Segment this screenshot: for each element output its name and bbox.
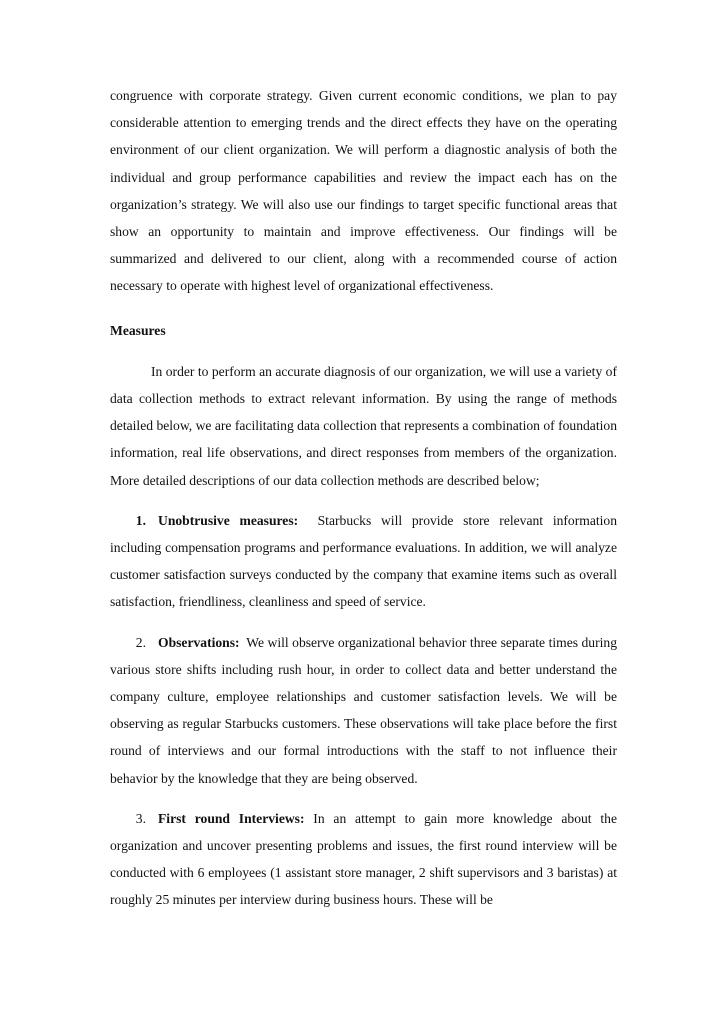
list-item-unobtrusive-measures [110,507,617,616]
list-item-title: First round Interviews: [158,810,305,826]
list-item-number: 1. [135,512,146,528]
list-item-number: 3. [135,810,146,826]
paragraph-measures-intro: In order to perform an accurate diagnosis of our organization, we will use a variety of data collection methods to extract relevant information. By using the range of methods detailed below, we are facilitating data collection that represents a combination of foundation information, real life observations, and direct responses from members of the organization. More detailed descriptions of our data collection methods are described below; [110,363,617,488]
list-item-title: Observations: [158,634,240,650]
document-page [110,82,617,927]
list-item-title: Unobtrusive measures: [158,512,299,528]
section-heading-measures: Measures [110,322,166,338]
list-item-observations [110,629,617,792]
list-item-number: 2. [135,634,146,650]
list-item-text: In an attempt to gain more knowledge about the organization and uncover presenting problems and issues, the first round interview will be conducted with 6 employees (1 assistant store manager, 2 shift supervisors and 3 baristas) at roughly 25 minutes per interview during business hours. These will be [110,810,617,908]
list-item-first-round-interviews [110,805,617,914]
list-item-text: We will observe organizational behavior three separate times during various store shifts including rush hour, in order to collect data and better understand the company culture, employee relationships and customer satisfaction levels. We will be observing as regular Starbucks customers. These observations will take place before the first round of interviews and our formal introductions with the staff to not influence their behavior by the knowledge that they are being observed. [110,634,617,786]
paragraph-continuation: congruence with corporate strategy. Given current economic conditions, we plan to pay considerable attention to emerging trends and the direct effects they have on the operating environment of our client organization. We will perform a diagnostic analysis of both the individual and group performance capabilities and review the impact each has on the organization’s strategy. We will also use our findings to target specific functional areas that show an opportunity to maintain and improve effectiveness. Our findings will be summarized and delivered to our client, along with a recommended course of action necessary to operate with highest level of organizational effectiveness. [110,88,617,294]
list-item-text: Starbucks will provide store relevant information including compensation programs and performance evaluations. In addition, we will analyze customer satisfaction surveys conducted by the company that examine items such as overall satisfaction, friendliness, cleanliness and speed of service. [110,512,617,610]
